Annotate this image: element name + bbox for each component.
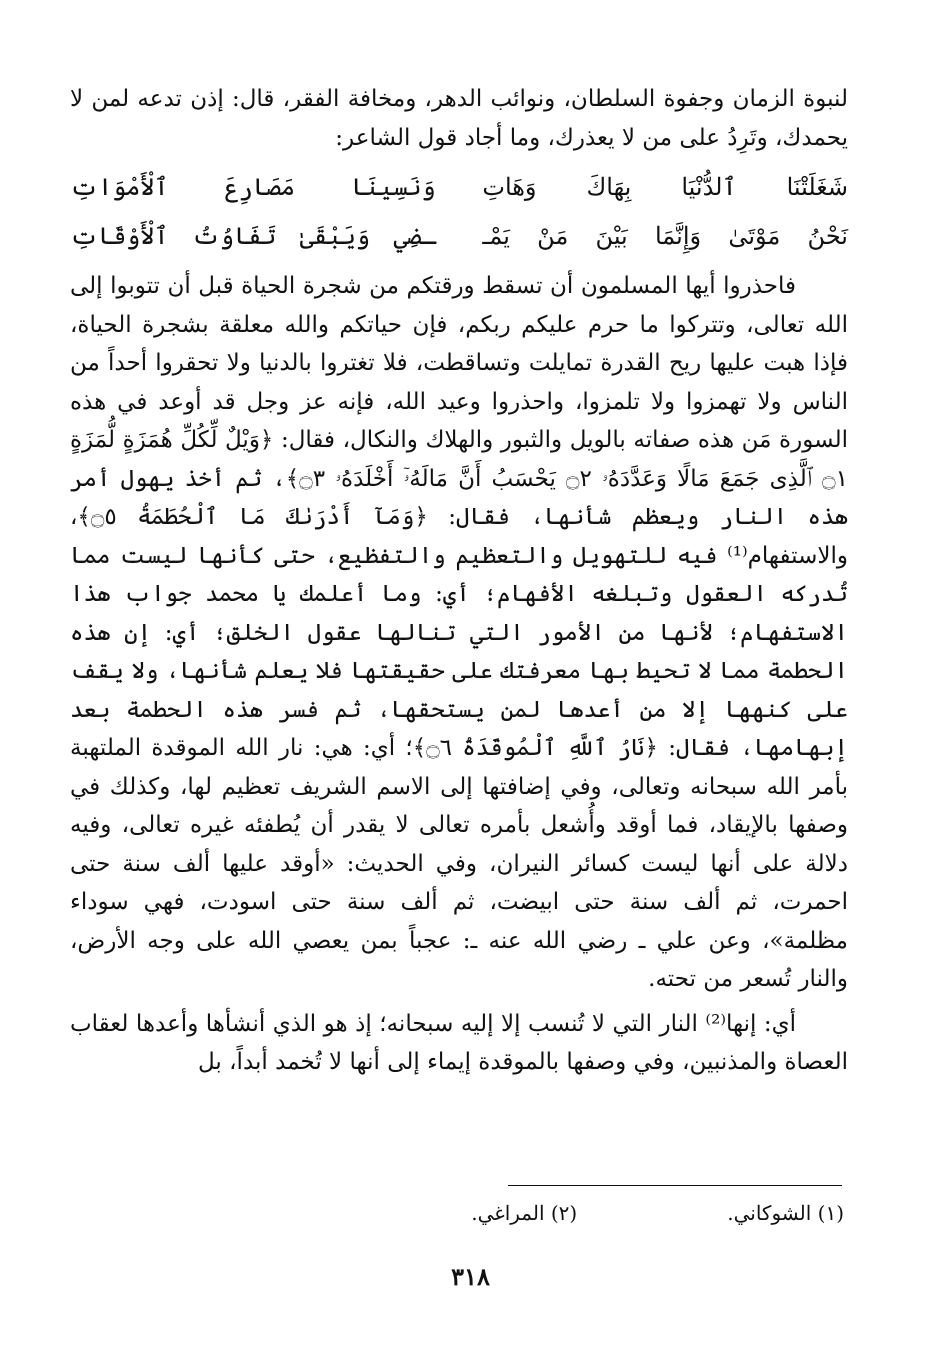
footnote-2: (٢) المراغي. (471, 1201, 578, 1225)
paragraph-explanation: أي: إنها⁽²⁾ النار التي لا تُنسب إلا إليه سبحانه؛ إذ هو الذي أنشأها وأعدها لعقاب العصاة والمذنبين، وفي وصفها بالموقدة إيماء إلى أنها لا تُخمد أبداً، بل (70, 1010, 848, 1075)
poem-block (70, 163, 848, 261)
paragraph-warning: فاحذروا أيها المسلمون أن تسقط ورقتكم من شجرة الحياة قبل أن تتوبوا إلى الله تعالى، وتتركوا ما حرم عليكم ربكم، فإن حياتكم والله معلقة بشجرة الحياة، فإذا هبت عليها ريح القدرة تمايلت وتساقطت، فلا تغتروا بالدنيا ولا تحقروا أحداً من الناس ولا تهمزوا ولا تلمزوا، واحذروا وعيد الله، فإنه عز وجل قد أوعد في هذه السورة مَن هذه صفاته بالويل والثبور والهلاك والنكال، فقال: ﴿وَيْلٌ لِّكُلِّ هُمَزَةٍ لُّمَزَةٍ ۝١ ٱلَّذِى جَمَعَ مَالًا وَعَدَّدَهُۥ ۝٢ يَحْسَبُ أَنَّ مَالَهُۥٓ أَخْلَدَهُۥ ۝٣﴾، ثم أخذ يهول أمر هذه النار ويعظم شأنها، فقال: ﴿وَمَآ أَدْرَىٰكَ مَا ٱلْحُطَمَةُ ۝٥﴾، والاستفهام⁽¹⁾ فيه للتهويل والتعظيم والتفظيع، حتى كأنها ليست مما تُدركه العقول وتبلغه الأفهام؛ أي: وما أعلمك يا محمد جواب هذا الاستفهام؛ لأنها من الأمور التي تنالها عقول الخلق؛ أي: إن هذه الحطمة مما لا تحيط بها معرفتك على حقيقتها فلا يعلم شأنها، ولا يقف على كنهها إلا من أعدها لمن يستحقها، ثم فسر هذه الحطمة بعد إبهامها، فقال: ﴿نَارُ ٱللَّهِ ٱلْمُوقَدَةُ ۝٦﴾؛ أي: هي: نار الله الموقدة الملتهبة بأمر الله سبحانه وتعالى، وفي إضافتها إلى الاسم الشريف تعظيم لها، وكذلك في وصفها بالإيقاد، فما أوقد وأُشعل بأمره تعالى لا يقدر أن يُطفئه غيره تعالى، وفيه دلالة على أنها ليست كسائر النيران، وفي الحديث: «أوقد عليها ألف سنة حتى احمرت، ثم ألف سنة حتى ابيضت، ثم ألف سنة حتى اسودت، فهي سوداء مظلمة»، وعن علي ـ رضي الله عنه ـ: عجباً بمن يعصي الله على وجه الأرض، والنار تُسعر من تحته. (70, 273, 848, 992)
verse-1-first-hemistich: شَغَلَتْنَا ٱلدُّنْيَا بِهَاكَ وَهَاتِ (482, 173, 848, 201)
footnote-1: (١) الشوكاني. (727, 1201, 844, 1225)
page-number: ٣١٨ (451, 1262, 490, 1291)
footnotes (471, 1198, 844, 1228)
poem-verse-1 (70, 163, 848, 212)
verse-1-second-hemistich: وَنَسِينَا مَصَارِعَ ٱلْأَمْوَاتِ (70, 173, 436, 201)
verse-2-first-hemistich: نَحْنُ مَوْتَىٰ وَإِنَّمَا بَيْنَ مَنْ يَمْـ (482, 222, 848, 250)
page-body (70, 80, 848, 1082)
verse-2-second-hemistich: ـضِي وَيَبْقَىٰ تَفَاوُتُ ٱلْأَوْقَاتِ (70, 222, 436, 250)
footnote-divider (508, 1185, 842, 1186)
paragraph-intro: لنبوة الزمان وجفوة السلطان، ونوائب الدهر، ومخافة الفقر، قال: إذن تدعه لمن لا يحمدك، وتَرِدُ على من لا يعذرك، وما أجاد قول الشاعر: (70, 86, 848, 151)
poem-verse-2 (70, 212, 848, 261)
